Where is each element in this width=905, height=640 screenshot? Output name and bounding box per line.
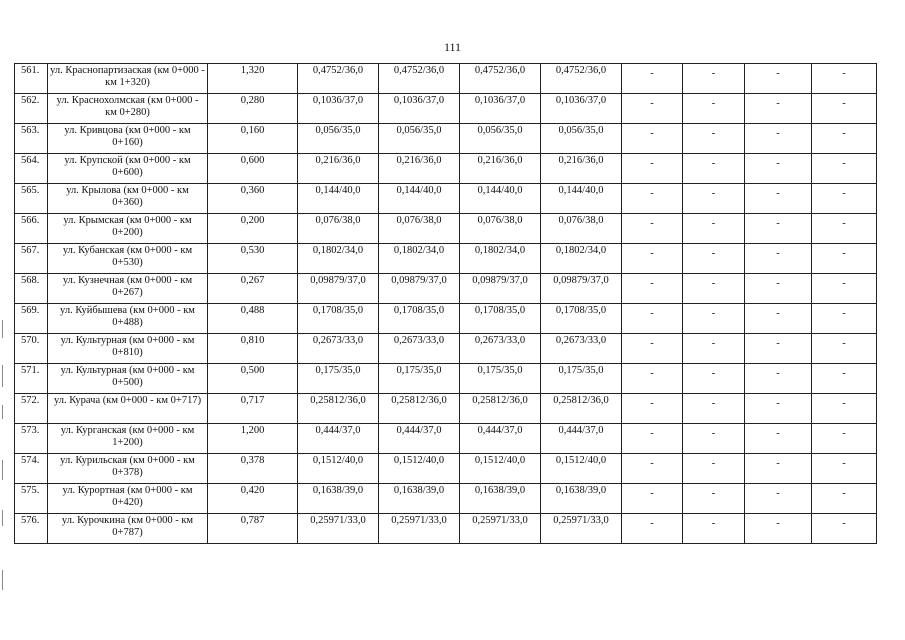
- dash-1: -: [622, 394, 683, 424]
- street-name: ул. Культурная (км 0+000 - км 0+500): [48, 364, 208, 394]
- dash-4: -: [812, 244, 877, 274]
- dash-4: -: [812, 214, 877, 244]
- value-2: 0,4752/36,0: [379, 64, 460, 94]
- value-4: 0,4752/36,0: [541, 64, 622, 94]
- page-number: 111: [443, 40, 462, 54]
- dash-2: -: [683, 304, 745, 334]
- dash-4: -: [812, 484, 877, 514]
- table-row: [15, 244, 877, 274]
- row-number: 572.: [15, 394, 48, 424]
- value-3: 0,2673/33,0: [460, 334, 541, 364]
- row-number: 564.: [15, 154, 48, 184]
- dash-1: -: [622, 94, 683, 124]
- dash-1: -: [622, 304, 683, 334]
- dash-3: -: [745, 514, 812, 544]
- length-km: 0,267: [208, 274, 298, 304]
- dash-4: -: [812, 394, 877, 424]
- dash-1: -: [622, 454, 683, 484]
- row-number: 576.: [15, 514, 48, 544]
- value-1: 0,076/38,0: [298, 214, 379, 244]
- value-3: 0,444/37,0: [460, 424, 541, 454]
- value-4: 0,1512/40,0: [541, 454, 622, 484]
- dash-1: -: [622, 154, 683, 184]
- value-4: 0,1708/35,0: [541, 304, 622, 334]
- row-number: 568.: [15, 274, 48, 304]
- value-1: 0,25971/33,0: [298, 514, 379, 544]
- dash-2: -: [683, 124, 745, 154]
- street-name: ул. Курортная (км 0+000 - км 0+420): [48, 484, 208, 514]
- value-2: 0,2673/33,0: [379, 334, 460, 364]
- value-3: 0,144/40,0: [460, 184, 541, 214]
- dash-3: -: [745, 154, 812, 184]
- value-2: 0,25971/33,0: [379, 514, 460, 544]
- value-1: 0,4752/36,0: [298, 64, 379, 94]
- value-1: 0,2673/33,0: [298, 334, 379, 364]
- street-name: ул. Курача (км 0+000 - км 0+717): [48, 394, 208, 424]
- value-2: 0,216/36,0: [379, 154, 460, 184]
- value-1: 0,175/35,0: [298, 364, 379, 394]
- value-1: 0,216/36,0: [298, 154, 379, 184]
- value-4: 0,1638/39,0: [541, 484, 622, 514]
- dash-4: -: [812, 304, 877, 334]
- length-km: 0,787: [208, 514, 298, 544]
- row-number: 571.: [15, 364, 48, 394]
- street-name: ул. Крупской (км 0+000 - км 0+600): [48, 154, 208, 184]
- value-1: 0,1036/37,0: [298, 94, 379, 124]
- value-2: 0,076/38,0: [379, 214, 460, 244]
- dash-4: -: [812, 154, 877, 184]
- value-2: 0,1708/35,0: [379, 304, 460, 334]
- table-row: [15, 214, 877, 244]
- value-4: 0,1802/34,0: [541, 244, 622, 274]
- value-3: 0,1512/40,0: [460, 454, 541, 484]
- dash-3: -: [745, 484, 812, 514]
- street-name: ул. Краснопартизаская (км 0+000 - км 1+320): [48, 64, 208, 94]
- row-number: 567.: [15, 244, 48, 274]
- street-name: ул. Крымская (км 0+000 - км 0+200): [48, 214, 208, 244]
- value-3: 0,1036/37,0: [460, 94, 541, 124]
- value-1: 0,25812/36,0: [298, 394, 379, 424]
- dash-1: -: [622, 64, 683, 94]
- scan-margin-marks: [2, 310, 4, 610]
- street-name: ул. Курильская (км 0+000 - км 0+378): [48, 454, 208, 484]
- dash-3: -: [745, 334, 812, 364]
- street-name: ул. Курганская (км 0+000 - км 1+200): [48, 424, 208, 454]
- value-2: 0,1036/37,0: [379, 94, 460, 124]
- dash-2: -: [683, 154, 745, 184]
- value-4: 0,056/35,0: [541, 124, 622, 154]
- table-row: [15, 484, 877, 514]
- row-number: 566.: [15, 214, 48, 244]
- length-km: 0,420: [208, 484, 298, 514]
- row-number: 563.: [15, 124, 48, 154]
- dash-2: -: [683, 424, 745, 454]
- dash-4: -: [812, 184, 877, 214]
- value-4: 0,2673/33,0: [541, 334, 622, 364]
- street-name: ул. Куйбышева (км 0+000 - км 0+488): [48, 304, 208, 334]
- value-1: 0,1802/34,0: [298, 244, 379, 274]
- row-number: 562.: [15, 94, 48, 124]
- row-number: 565.: [15, 184, 48, 214]
- value-1: 0,1512/40,0: [298, 454, 379, 484]
- dash-1: -: [622, 274, 683, 304]
- value-3: 0,076/38,0: [460, 214, 541, 244]
- table-row: [15, 424, 877, 454]
- value-1: 0,09879/37,0: [298, 274, 379, 304]
- value-4: 0,25812/36,0: [541, 394, 622, 424]
- dash-4: -: [812, 94, 877, 124]
- dash-2: -: [683, 454, 745, 484]
- table-row: [15, 454, 877, 484]
- dash-2: -: [683, 94, 745, 124]
- value-3: 0,056/35,0: [460, 124, 541, 154]
- dash-2: -: [683, 484, 745, 514]
- dash-2: -: [683, 214, 745, 244]
- table-row: [15, 184, 877, 214]
- value-2: 0,1512/40,0: [379, 454, 460, 484]
- length-km: 0,810: [208, 334, 298, 364]
- dash-1: -: [622, 424, 683, 454]
- dash-4: -: [812, 364, 877, 394]
- value-3: 0,4752/36,0: [460, 64, 541, 94]
- table-row: [15, 364, 877, 394]
- value-2: 0,444/37,0: [379, 424, 460, 454]
- dash-4: -: [812, 454, 877, 484]
- value-2: 0,175/35,0: [379, 364, 460, 394]
- dash-3: -: [745, 184, 812, 214]
- dash-4: -: [812, 124, 877, 154]
- dash-4: -: [812, 334, 877, 364]
- value-3: 0,25812/36,0: [460, 394, 541, 424]
- table-row: [15, 394, 877, 424]
- value-1: 0,1708/35,0: [298, 304, 379, 334]
- value-3: 0,09879/37,0: [460, 274, 541, 304]
- table-row: [15, 304, 877, 334]
- dash-4: -: [812, 64, 877, 94]
- dash-1: -: [622, 214, 683, 244]
- street-name: ул. Культурная (км 0+000 - км 0+810): [48, 334, 208, 364]
- value-1: 0,144/40,0: [298, 184, 379, 214]
- dash-4: -: [812, 424, 877, 454]
- street-name: ул. Кубанская (км 0+000 - км 0+530): [48, 244, 208, 274]
- value-4: 0,076/38,0: [541, 214, 622, 244]
- length-km: 1,320: [208, 64, 298, 94]
- dash-3: -: [745, 394, 812, 424]
- dash-2: -: [683, 184, 745, 214]
- dash-3: -: [745, 274, 812, 304]
- dash-3: -: [745, 424, 812, 454]
- dash-3: -: [745, 454, 812, 484]
- dash-3: -: [745, 64, 812, 94]
- value-3: 0,175/35,0: [460, 364, 541, 394]
- length-km: 0,488: [208, 304, 298, 334]
- dash-1: -: [622, 184, 683, 214]
- value-3: 0,1708/35,0: [460, 304, 541, 334]
- table-row: [15, 154, 877, 184]
- dash-1: -: [622, 484, 683, 514]
- value-1: 0,444/37,0: [298, 424, 379, 454]
- value-4: 0,25971/33,0: [541, 514, 622, 544]
- row-number: 561.: [15, 64, 48, 94]
- dash-4: -: [812, 514, 877, 544]
- table-body: [15, 64, 877, 544]
- dash-1: -: [622, 334, 683, 364]
- value-3: 0,216/36,0: [460, 154, 541, 184]
- roads-table: [14, 63, 877, 544]
- street-name: ул. Кузнечная (км 0+000 - км 0+267): [48, 274, 208, 304]
- table-row: [15, 334, 877, 364]
- dash-4: -: [812, 274, 877, 304]
- dash-2: -: [683, 514, 745, 544]
- dash-1: -: [622, 364, 683, 394]
- value-2: 0,25812/36,0: [379, 394, 460, 424]
- value-1: 0,1638/39,0: [298, 484, 379, 514]
- dash-1: -: [622, 124, 683, 154]
- dash-2: -: [683, 334, 745, 364]
- dash-3: -: [745, 364, 812, 394]
- street-name: ул. Краснохолмская (км 0+000 - км 0+280): [48, 94, 208, 124]
- dash-2: -: [683, 244, 745, 274]
- value-2: 0,144/40,0: [379, 184, 460, 214]
- dash-3: -: [745, 94, 812, 124]
- value-4: 0,144/40,0: [541, 184, 622, 214]
- value-2: 0,09879/37,0: [379, 274, 460, 304]
- value-4: 0,1036/37,0: [541, 94, 622, 124]
- dash-3: -: [745, 304, 812, 334]
- value-4: 0,175/35,0: [541, 364, 622, 394]
- row-number: 574.: [15, 454, 48, 484]
- value-2: 0,1638/39,0: [379, 484, 460, 514]
- street-name: ул. Крылова (км 0+000 - км 0+360): [48, 184, 208, 214]
- table-row: [15, 64, 877, 94]
- length-km: 0,530: [208, 244, 298, 274]
- length-km: 0,160: [208, 124, 298, 154]
- street-name: ул. Курочкина (км 0+000 - км 0+787): [48, 514, 208, 544]
- row-number: 570.: [15, 334, 48, 364]
- table-row: [15, 514, 877, 544]
- row-number: 575.: [15, 484, 48, 514]
- dash-2: -: [683, 274, 745, 304]
- row-number: 573.: [15, 424, 48, 454]
- value-3: 0,1802/34,0: [460, 244, 541, 274]
- length-km: 0,280: [208, 94, 298, 124]
- dash-3: -: [745, 214, 812, 244]
- dash-2: -: [683, 364, 745, 394]
- dash-3: -: [745, 124, 812, 154]
- row-number: 569.: [15, 304, 48, 334]
- value-4: 0,216/36,0: [541, 154, 622, 184]
- value-1: 0,056/35,0: [298, 124, 379, 154]
- length-km: 0,378: [208, 454, 298, 484]
- value-2: 0,056/35,0: [379, 124, 460, 154]
- length-km: 0,717: [208, 394, 298, 424]
- length-km: 0,600: [208, 154, 298, 184]
- value-4: 0,444/37,0: [541, 424, 622, 454]
- dash-1: -: [622, 514, 683, 544]
- value-3: 0,1638/39,0: [460, 484, 541, 514]
- value-2: 0,1802/34,0: [379, 244, 460, 274]
- dash-1: -: [622, 244, 683, 274]
- street-name: ул. Кривцова (км 0+000 - км 0+160): [48, 124, 208, 154]
- length-km: 0,500: [208, 364, 298, 394]
- length-km: 0,200: [208, 214, 298, 244]
- table-row: [15, 274, 877, 304]
- table-row: [15, 94, 877, 124]
- length-km: 0,360: [208, 184, 298, 214]
- value-3: 0,25971/33,0: [460, 514, 541, 544]
- dash-3: -: [745, 244, 812, 274]
- table-row: [15, 124, 877, 154]
- dash-2: -: [683, 394, 745, 424]
- value-4: 0,09879/37,0: [541, 274, 622, 304]
- length-km: 1,200: [208, 424, 298, 454]
- dash-2: -: [683, 64, 745, 94]
